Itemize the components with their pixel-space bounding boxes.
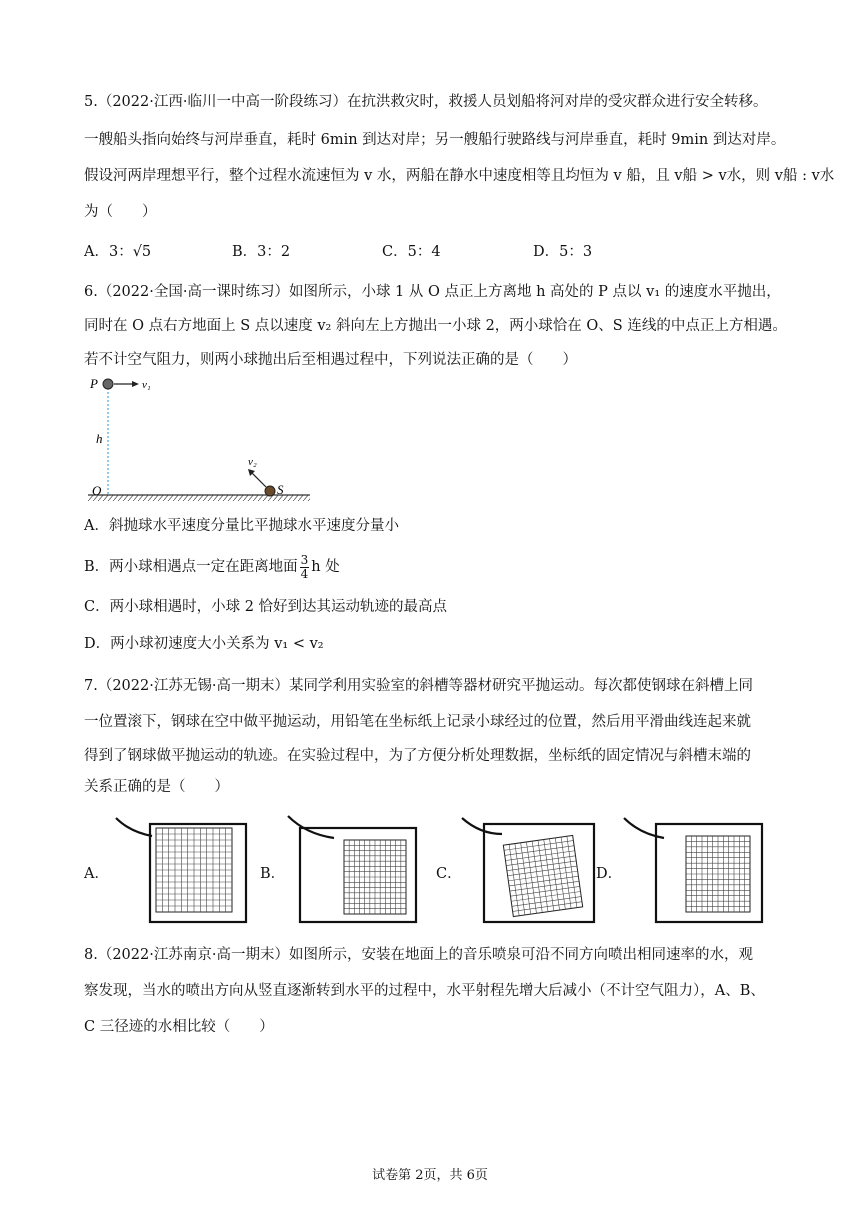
label-s: S (277, 482, 284, 497)
q5-line-1: 5.（2022·江西·临川一中高一阶段练习）在抗洪救灾时，救援人员划船将河对岸的受灾群众进行安全转移。 (84, 94, 768, 110)
grid-paper (344, 840, 406, 914)
q7-line-1: 7.（2022·江苏无锡·高一期末）某同学利用实验室的斜槽等器材研究平抛运动。每次都使钢球在斜槽上同 (84, 678, 753, 694)
fraction-numerator: 3 (300, 552, 309, 567)
q7-option-b-label: B． (260, 866, 286, 882)
q7-figure-a (108, 812, 256, 926)
q6-line-3: 若不计空气阻力，则两小球抛出后至相遇过程中，下列说法正确的是（ ） (84, 352, 577, 368)
label-v2: v₂ (248, 456, 257, 468)
label-h: h (96, 431, 103, 446)
q6-option-d: D．两小球初速度大小关系为 v₁ < v₂ (84, 636, 324, 652)
fraction-three-quarters (300, 554, 310, 581)
q6-projectile-figure (84, 374, 324, 504)
q5-option-b: B．3：2 (232, 244, 291, 260)
q7-option-d-label: D． (596, 866, 623, 882)
chute-curve (624, 818, 664, 838)
q7-line-3: 得到了钢球做平抛运动的轨迹。在实验过程中，为了方便分析处理数据，坐标纸的固定情况与斜槽末端的 (84, 748, 751, 764)
q5-line-3: 假设河两岸理想平行，整个过程水流速恒为 v 水，两船在静水中速度相等且均恒为 v 船，且 v船 > v水，则 v船 : v水 (84, 168, 835, 184)
q7-figure-b (282, 812, 434, 926)
q5-line-4: 为（ ） (84, 204, 157, 220)
q7-option-a-label: A． (84, 866, 109, 882)
label-v1: v₁ (142, 379, 151, 391)
q8-line-1: 8.（2022·江苏南京·高一期末）如图所示，安装在地面上的音乐喷泉可沿不同方向喷出相同速率的水，观 (84, 947, 753, 963)
chute-curve (462, 818, 502, 834)
label-o: O (92, 483, 102, 498)
page-footer: 试卷第 2页，共 6页 (372, 1168, 488, 1183)
ball-1 (103, 379, 113, 389)
q6-option-c: C．两小球相遇时，小球 2 恰好到达其运动轨迹的最高点 (84, 599, 448, 615)
q7-figure-c (456, 812, 602, 926)
label-p: P (90, 376, 98, 391)
q6-option-b-suffix: h 处 (311, 559, 340, 575)
q5-option-c: C．5：4 (382, 244, 441, 260)
q6-option-b-text: B．两小球相遇点一定在距离地面 (84, 559, 298, 575)
q8-line-3: C 三径迹的水相比较（ ） (84, 1019, 274, 1035)
q5-line-2: 一艘船头指向始终与河岸垂直，耗时 6min 到达对岸；另一艘船行驶路线与河岸垂直，耗时 9min 到达对岸。 (84, 132, 786, 148)
q5-option-d: D．5：3 (533, 244, 593, 260)
q6-option-b (84, 552, 340, 582)
v1-arrowhead (132, 381, 139, 387)
ball-2 (265, 486, 275, 496)
chute-curve (116, 818, 152, 836)
q6-option-a: A．斜抛球水平速度分量比平抛球水平速度分量小 (84, 518, 399, 534)
q6-line-1: 6.（2022·全国·高一课时练习）如图所示，小球 1 从 O 点正上方离地 h 高处的 P 点以 v₁ 的速度水平抛出， (84, 284, 781, 300)
q5-option-a: A．3：√5 (84, 244, 152, 260)
q6-line-2: 同时在 O 点右方地面上 S 点以速度 v₂ 斜向左上方抛出一小球 2，两小球恰在 O、S 连线的中点正上方相遇。 (84, 318, 787, 334)
q7-line-2: 一位置滚下，钢球在空中做平抛运动，用铅笔在坐标纸上记录小球经过的位置，然后用平滑曲线连起来就 (84, 714, 751, 730)
grid-paper (686, 836, 750, 912)
grid-paper (156, 828, 232, 912)
grid-paper (503, 835, 582, 916)
board-frame (300, 828, 416, 922)
q7-line-4: 关系正确的是（ ） (84, 779, 229, 795)
q7-figure-d (616, 812, 770, 926)
board-frame (656, 824, 762, 922)
q7-option-c-label: C． (436, 866, 462, 882)
q8-line-2: 察发现，当水的喷出方向从竖直逐渐转到水平的过程中，水平射程先增大后减小（不计空气阻力），A、B、 (84, 983, 765, 999)
fraction-denominator: 4 (300, 566, 309, 581)
